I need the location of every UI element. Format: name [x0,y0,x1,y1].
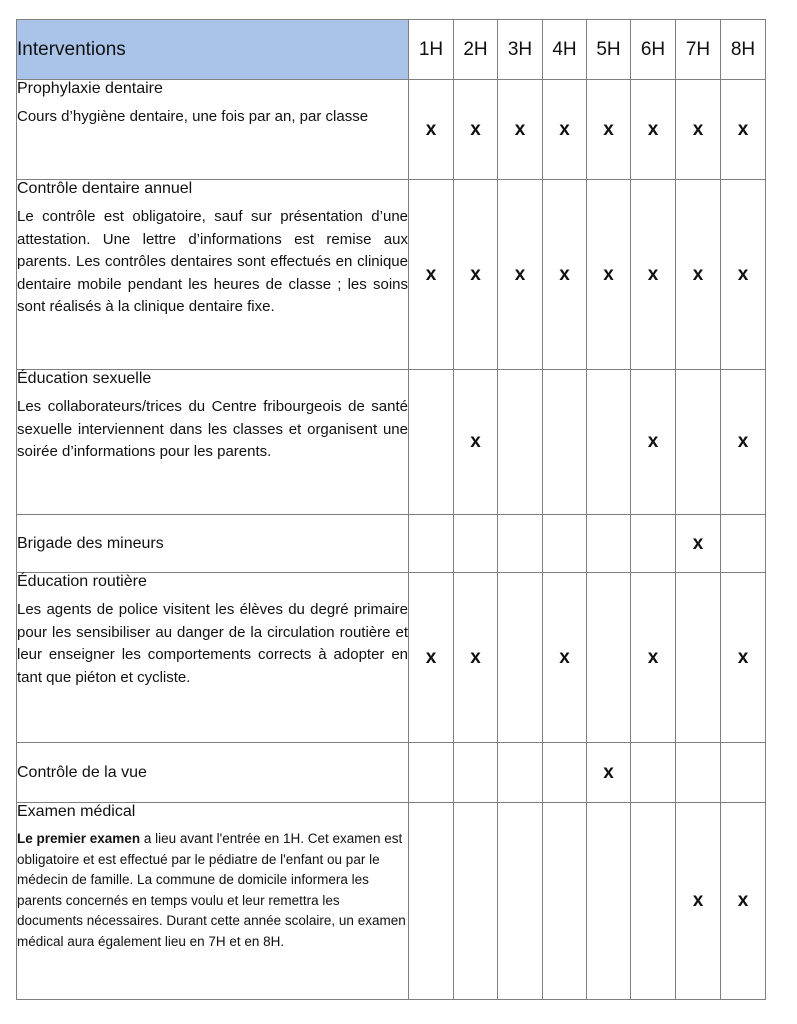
mark-cell-7h [676,743,721,803]
mark-cell-3h [498,743,543,803]
x-mark: x [647,431,659,452]
header-year-3h: 3H [498,20,543,80]
table-row [17,743,766,803]
header-year-4h: 4H [543,20,587,80]
mark-cell-4h [543,370,587,515]
intervention-cell [17,803,409,1000]
intervention-cell [17,370,409,515]
intervention-description [17,206,408,319]
mark-cell-7h [676,180,721,370]
header-year-1h: 1H [409,20,454,80]
table-body [17,80,766,1000]
mark-cell-6h [631,370,676,515]
x-mark: x [425,646,437,668]
x-mark: x [647,646,659,668]
intervention-description [17,829,408,953]
mark-cell-2h [454,370,498,515]
mark-cell-2h [454,515,498,573]
x-mark: x [737,890,749,911]
x-mark: x [692,118,704,140]
mark-cell-4h [543,803,587,1000]
x-mark: x [603,263,614,285]
intervention-cell [17,573,409,743]
mark-cell-8h [721,573,766,743]
header-year-7h: 7H [676,20,721,80]
intervention-description [17,396,408,464]
mark-cell-6h [631,515,676,573]
mark-cell-8h [721,803,766,1000]
intervention-cell [17,180,409,370]
intervention-title: Prophylaxie dentaire [17,80,163,97]
x-mark: x [737,431,749,452]
mark-cell-3h [498,80,543,180]
header-interventions: Interventions [17,20,409,80]
x-mark: x [470,431,481,452]
mark-cell-7h [676,515,721,573]
mark-cell-3h [498,573,543,743]
mark-cell-5h [587,515,631,573]
mark-cell-2h [454,80,498,180]
table-row [17,573,766,743]
mark-cell-8h [721,370,766,515]
x-mark: x [470,646,481,668]
mark-cell-4h [543,515,587,573]
mark-cell-1h [409,573,454,743]
mark-cell-1h [409,180,454,370]
intervention-title: Brigade des mineurs [17,534,164,552]
header-year-5h: 5H [587,20,631,80]
mark-cell-1h [409,515,454,573]
mark-cell-5h [587,180,631,370]
mark-cell-5h [587,743,631,803]
header-year-8h: 8H [721,20,766,80]
x-mark: x [559,646,570,668]
x-mark: x [559,263,570,285]
mark-cell-1h [409,80,454,180]
x-mark: x [737,646,749,668]
intervention-cell [17,80,409,180]
mark-cell-5h [587,80,631,180]
intervention-cell [17,743,409,803]
intervention-description-text: Cours d’hygiène dentaire, une fois par an, par classe [17,108,369,125]
intervention-description-text: a lieu avant l'entrée en 1H. Cet examen est obligatoire et est effectué par le pédiatre de l'enfant ou par le médecin de famille. La commune de domicile informera les parents concernés en temps voulu et leur remettra les documents nécessaires. Durant cette année scolaire, un examen médical aura également lieu en 7H et en 8H. [17,831,406,949]
x-mark: x [647,263,659,285]
mark-cell-1h [409,803,454,1000]
header-year-6h: 6H [631,20,676,80]
intervention-description-bold: Le premier examen [17,831,141,846]
mark-cell-7h [676,370,721,515]
intervention-description-text: Le contrôle est obligatoire, sauf sur présentation d’une attestation. Une lettre d’informations est remise aux parents. Les contrôles dentaires sont effectués en clinique dentaire mobile pendant les heures de classe ; les soins sont réalisés à la clinique dentaire fixe. [17,208,408,316]
mark-cell-3h [498,180,543,370]
mark-cell-4h [543,80,587,180]
intervention-title: Examen médical [17,803,136,820]
mark-cell-6h [631,80,676,180]
intervention-title: Contrôle de la vue [17,763,147,781]
mark-cell-1h [409,370,454,515]
table-row [17,370,766,515]
x-mark: x [647,118,659,140]
table-row [17,80,766,180]
mark-cell-2h [454,573,498,743]
header-row [17,20,766,80]
x-mark: x [603,118,614,140]
x-mark: x [425,118,437,140]
intervention-title: Éducation routière [17,573,147,590]
table-row [17,803,766,1000]
mark-cell-3h [498,515,543,573]
intervention-description-text: Les agents de police visitent les élèves du degré primaire pour les sensibiliser au danger de la circulation routière et leur enseigner les comportements corrects à adopter en tant que piéton et cycliste. [17,601,408,686]
intervention-description-text: Les collaborateurs/trices du Centre fribourgeois de santé sexuelle interviennent dans les classes et organisent une soirée d’informations pour les parents. [17,398,408,461]
mark-cell-6h [631,803,676,1000]
mark-cell-7h [676,80,721,180]
intervention-title: Contrôle dentaire annuel [17,180,193,197]
x-mark: x [692,532,704,554]
x-mark: x [603,761,614,783]
header-year-2h: 2H [454,20,498,80]
interventions-table [16,19,766,1000]
x-mark: x [470,118,481,140]
x-mark: x [514,118,526,140]
mark-cell-2h [454,180,498,370]
x-mark: x [737,118,749,140]
mark-cell-8h [721,515,766,573]
mark-cell-8h [721,80,766,180]
mark-cell-4h [543,180,587,370]
mark-cell-7h [676,573,721,743]
mark-cell-5h [587,370,631,515]
mark-cell-2h [454,743,498,803]
mark-cell-4h [543,743,587,803]
x-mark: x [559,118,570,140]
x-mark: x [470,263,481,285]
mark-cell-1h [409,743,454,803]
intervention-cell [17,515,409,573]
mark-cell-6h [631,180,676,370]
x-mark: x [514,263,526,285]
intervention-title: Éducation sexuelle [17,370,152,387]
mark-cell-2h [454,803,498,1000]
mark-cell-6h [631,573,676,743]
mark-cell-3h [498,803,543,1000]
mark-cell-7h [676,803,721,1000]
mark-cell-4h [543,573,587,743]
mark-cell-8h [721,743,766,803]
table-row [17,180,766,370]
mark-cell-3h [498,370,543,515]
mark-cell-6h [631,743,676,803]
intervention-description [17,599,408,689]
mark-cell-5h [587,573,631,743]
x-mark: x [425,263,437,285]
table-row [17,515,766,573]
x-mark: x [692,263,704,285]
intervention-description [17,106,408,129]
x-mark: x [692,890,704,911]
mark-cell-5h [587,803,631,1000]
mark-cell-8h [721,180,766,370]
x-mark: x [737,263,749,285]
